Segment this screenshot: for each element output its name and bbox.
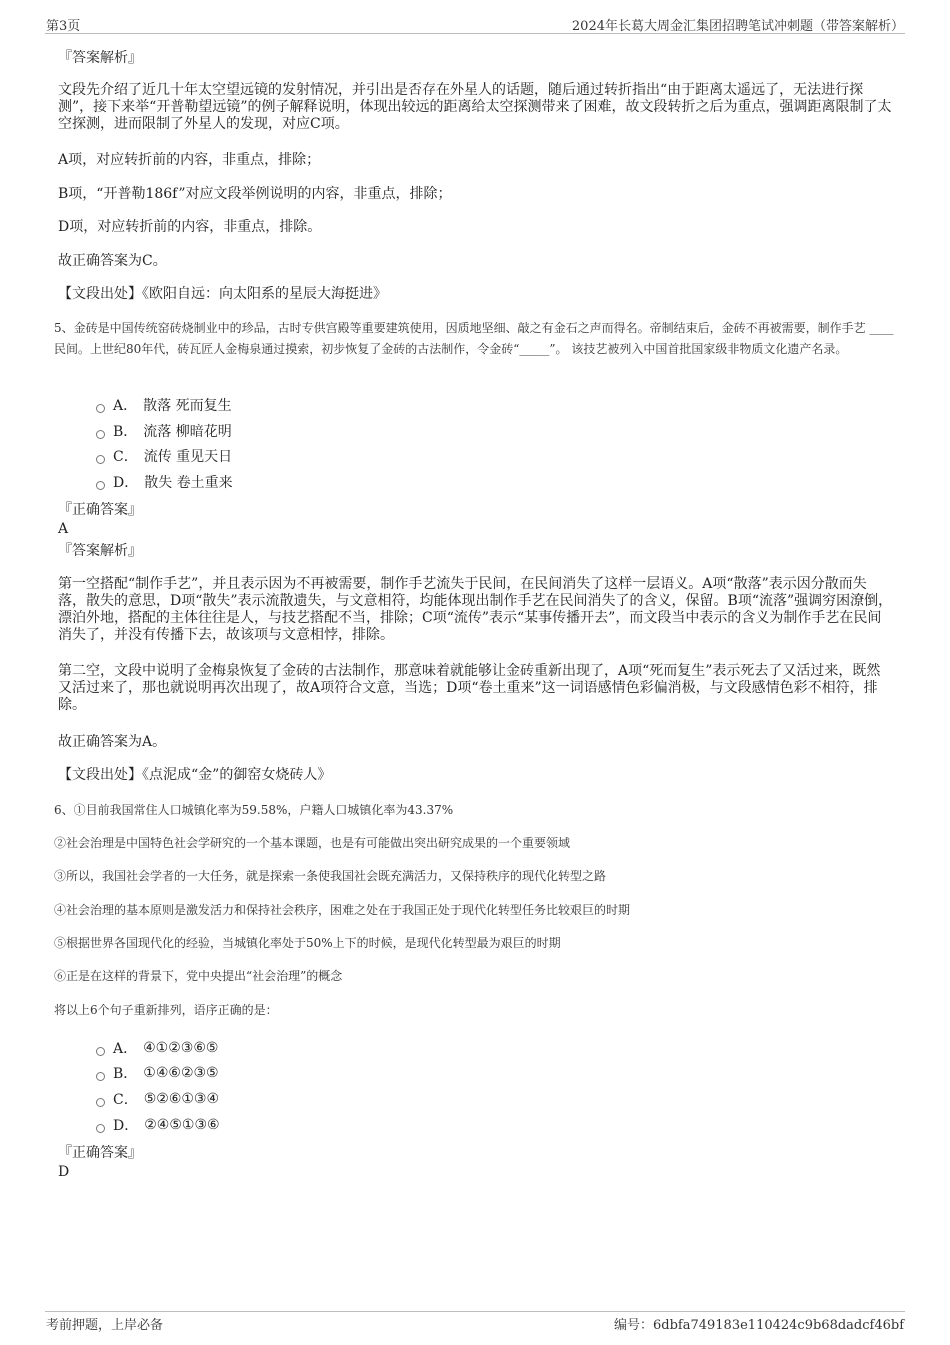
- radio-icon[interactable]: [96, 455, 105, 464]
- q4-analysis-option-b: B项，“开普勒186f”对应文段举例说明的内容，非重点，排除；: [58, 186, 452, 202]
- q4-analysis-paragraph: 文段先介绍了近几十年太空望远镜的发射情况，并引出是否存在外星人的话题，随后通过转折指出“由于距离太遥远了，无法进行探测”，接下来举“开普勒望远镜”的例子解释说明，体现出较远的距离给太空探测带来了困难，故文段转折之后为重点，强调距离限制了太空探测，进而限制了外星人的发现，对应C项。: [58, 82, 892, 132]
- q6-option-letter: A．: [113, 1041, 138, 1057]
- q6-option-d[interactable]: [96, 1115, 220, 1135]
- q5-option-a[interactable]: [96, 395, 232, 415]
- q4-source: 【文段出处】《欧阳自远：向太阳系的星辰大海挺进》: [58, 286, 387, 302]
- q5-stem-part3: ”。 该技艺被列入中国首批国家级非物质文化遗产名录。: [549, 342, 848, 356]
- header-divider: [45, 33, 905, 34]
- q5-answer-label: 『正确答案』: [58, 502, 142, 518]
- q5-option-d[interactable]: [96, 472, 233, 492]
- page-number: 第3页: [46, 19, 81, 34]
- q4-analysis-label: 『答案解析』: [58, 50, 142, 66]
- q6-sentence-1: 6、①目前我国常住人口城镇化率为59.58%，户籍人口城镇化率为43.37%: [54, 803, 454, 817]
- q5-blank-2: _____: [519, 342, 550, 356]
- q6-option-a[interactable]: [96, 1038, 218, 1058]
- q6-sentence-4: ④社会治理的基本原则是激发活力和保持社会秩序，困难之处在于我国正处于现代化转型任务比较艰巨的时期: [54, 903, 631, 917]
- q6-answer-label: 『正确答案』: [58, 1145, 142, 1161]
- q5-blank-1: ____: [869, 321, 894, 335]
- q6-sentence-5: ⑤根据世界各国现代化的经验，当城镇化率处于50%上下的时候，是现代化转型最为艰巨的时期: [54, 936, 561, 950]
- q5-stem-part1: 5、金砖是中国传统窑砖烧制业中的珍品，古时专供宫殿等重要建筑使用，因质地坚细、敲之有金石之声而得名。帝制结束后，金砖不再被需要，制作手艺: [54, 321, 870, 335]
- q5-option-text: 散失 卷土重来: [144, 475, 233, 491]
- footer-divider: [45, 1311, 905, 1312]
- radio-icon[interactable]: [96, 404, 105, 413]
- q5-option-letter: B．: [113, 424, 138, 440]
- footer-code: 编号：6dbfa749183e110424c9b68dadcf46bf: [614, 1318, 904, 1333]
- q6-option-b[interactable]: [96, 1063, 219, 1083]
- q5-option-letter: D．: [113, 475, 139, 491]
- q6-sentence-6: ⑥正是在这样的背景下，党中央提出“社会治理”的概念: [54, 969, 343, 983]
- radio-icon[interactable]: [96, 1124, 105, 1133]
- q6-option-text: ②④⑤①③⑥: [144, 1117, 220, 1133]
- radio-icon[interactable]: [96, 1098, 105, 1107]
- q5-answer: A: [58, 521, 69, 537]
- footer-slogan: 考前押题，上岸必备: [46, 1318, 164, 1333]
- q6-option-letter: B．: [113, 1066, 138, 1082]
- q6-sentence-3: ③所以，我国社会学者的一大任务，就是探索一条使我国社会既充满活力，又保持秩序的现代化转型之路: [54, 869, 607, 883]
- radio-icon[interactable]: [96, 1047, 105, 1056]
- q6-sentence-2: ②社会治理是中国特色社会学研究的一个基本课题，也是有可能做出突出研究成果的一个重要领域: [54, 836, 571, 850]
- q5-analysis-paragraph-2: 第二空，文段中说明了金梅泉恢复了金砖的古法制作，那意味着就能够让金砖重新出现了，A项“死而复生”表示死去了又活过来，既然又活过来了，那也就说明再次出现了，故A项符合文意，当选；D项“卷土重来”这一词语感情色彩偏消极，与文段感情色彩不相符，排除。: [58, 663, 881, 713]
- q5-option-text: 流落 柳暗花明: [143, 424, 232, 440]
- q6-option-c[interactable]: [96, 1089, 219, 1109]
- document-title: 2024年长葛大周金汇集团招聘笔试冲刺题（带答案解析）: [571, 19, 904, 34]
- q5-option-text: 流传 重见天日: [143, 449, 233, 465]
- q5-conclusion: 故正确答案为A。: [58, 734, 167, 750]
- radio-icon[interactable]: [96, 1072, 105, 1081]
- q5-option-letter: C．: [113, 449, 138, 465]
- radio-icon[interactable]: [96, 430, 105, 439]
- radio-icon[interactable]: [96, 481, 105, 490]
- q4-analysis-option-d: D项，对应转折前的内容，非重点，排除。: [58, 219, 322, 235]
- q6-option-text: ⑤②⑥①③④: [143, 1091, 220, 1107]
- q5-option-text: 散落 死而复生: [143, 398, 232, 414]
- q6-option-letter: C．: [113, 1092, 138, 1108]
- q5-analysis-paragraph-1: 第一空搭配“制作手艺”，并且表示因为不再被需要，制作手艺流失于民间，在民间消失了这样一层语义。A项“散落”表示因分散而失落，散失的意思，D项“散失”表示流散遗失，与文意相符，均能体现出制作手艺在民间消失了的含义，保留。B项“流落”强调穷困潦倒，漂泊外地，搭配的主体往往是人，与技艺搭配不当，排除；C项“流传”表示“某事传播开去”，而文段当中表示的含义为制作手艺在民间消失了，并没有传播下去，故该项与文意相悖，排除。: [58, 576, 893, 643]
- q6-option-text: ④①②③⑥⑤: [143, 1040, 219, 1056]
- q5-stem: [54, 318, 894, 360]
- q6-prompt: 将以上6个句子重新排列，语序正确的是：: [54, 1003, 278, 1017]
- q5-analysis-label: 『答案解析』: [58, 543, 142, 559]
- q5-stem-part2: 民间。上世纪80年代，砖瓦匠人金梅泉通过摸索，初步恢复了金砖的古法制作，令金砖“: [54, 342, 520, 356]
- q4-conclusion: 故正确答案为C。: [58, 253, 167, 269]
- q6-option-text: ①④⑥②③⑤: [143, 1065, 219, 1081]
- q6-option-letter: D．: [113, 1118, 139, 1134]
- q5-option-letter: A．: [113, 398, 138, 414]
- q5-option-c[interactable]: [96, 446, 232, 466]
- q4-analysis-option-a: A项，对应转折前的内容，非重点，排除；: [58, 152, 321, 168]
- q5-source: 【文段出处】《点泥成“金”的御窑女烧砖人》: [58, 767, 332, 783]
- q5-option-b[interactable]: [96, 421, 232, 441]
- q6-answer: D: [58, 1164, 70, 1180]
